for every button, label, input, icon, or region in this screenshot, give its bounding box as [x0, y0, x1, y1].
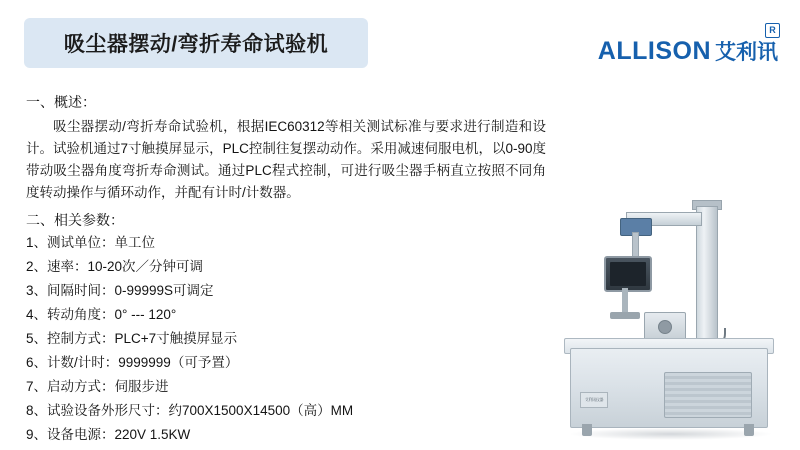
- machine-photo: [548, 196, 788, 448]
- registered-mark-icon: R: [765, 23, 780, 38]
- machine-foot-right: [744, 424, 754, 436]
- machine-vent-panel: [664, 372, 752, 418]
- page-title: 吸尘器摆动/弯折寿命试验机: [63, 33, 329, 56]
- machine-shadow: [568, 428, 773, 440]
- list-item: 9、设备电源：220V 1.5KW: [26, 427, 191, 442]
- parameters-heading: 二、相关参数：: [26, 211, 124, 228]
- overview-paragraph: 吸尘器摆动/弯折寿命试验机，根据IEC60312等相关测试标准与要求进行制造和设计。试验机通过7寸触摸屏显示，PLC控制往复摆动动作。采用减速伺服电机，以0-90度带动吸尘器角度弯折寿命测试。通过PLC程式控制，可进行吸尘器手柄直立按照不同角度转动操作与循环动作，并配有计时/计数器。: [26, 118, 546, 200]
- hmi-stand: [622, 288, 628, 314]
- machine-foot-left: [582, 424, 592, 436]
- document-body: [26, 92, 546, 449]
- list-item: 1、测试单位：单工位: [26, 235, 156, 250]
- hmi-base: [610, 312, 640, 319]
- machine-brand-label: 艾利讯仪器: [580, 392, 608, 408]
- list-item: 8、试验设备外形尺寸：约700X1500X14500（高）MM: [26, 403, 354, 418]
- logo-text-en: ALLISON: [597, 37, 711, 65]
- overview-heading: 一、概述：: [26, 94, 96, 110]
- list-item: 5、控制方式：PLC+7寸触摸屏显示: [26, 331, 238, 346]
- machine-column: [696, 206, 718, 348]
- parameters-list: [26, 233, 546, 445]
- hmi-screen-surface: [610, 262, 646, 286]
- list-item: 7、启动方式：伺服步进: [26, 379, 169, 394]
- fixture-rotary-joint: [658, 320, 672, 334]
- list-item: 4、转动角度：0° --- 120°: [26, 307, 177, 322]
- logo-text-cn: 艾利讯: [715, 41, 778, 64]
- list-item: 3、间隔时间：0-99999S可调定: [26, 283, 214, 298]
- list-item: 2、速率：10-20次／分钟可调: [26, 259, 204, 274]
- hmi-touchscreen: [604, 256, 652, 292]
- title-banner: [24, 18, 368, 68]
- list-item: 6、计数/计时：9999999（可予置）: [26, 355, 239, 370]
- brand-logo: [597, 25, 778, 66]
